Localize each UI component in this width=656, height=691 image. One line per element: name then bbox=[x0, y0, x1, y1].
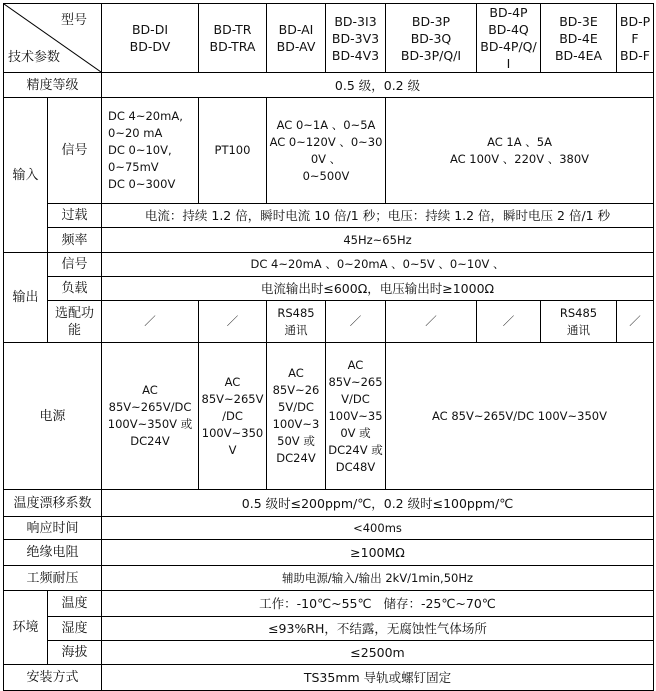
sub-label: 过载 bbox=[48, 204, 102, 228]
row-value: ≤2500m bbox=[102, 641, 654, 665]
row-label: 安装方式 bbox=[4, 665, 102, 691]
model-name: BD-3P/Q/I bbox=[400, 47, 462, 63]
row-value: ≤93%RH，不结露，无腐蚀性气体场所 bbox=[102, 617, 654, 641]
sub-label: 信号 bbox=[48, 253, 102, 277]
row-value: 工作：-10℃~55℃ 储存：-25℃~70℃ bbox=[102, 591, 654, 617]
row-value: TS35mm 导轨或螺钉固定 bbox=[102, 665, 654, 691]
dc-signal-cell bbox=[102, 98, 199, 204]
group-label: 环境 bbox=[4, 591, 48, 665]
pt-signal-cell: PT100 bbox=[199, 98, 267, 204]
model-name: BD-TR bbox=[213, 22, 252, 37]
option-cell: ／ bbox=[102, 301, 199, 343]
model-header bbox=[267, 4, 326, 73]
model-name: BD-AI bbox=[278, 22, 314, 37]
power-line: DC24V bbox=[276, 451, 316, 465]
row-label: 精度等级 bbox=[4, 73, 102, 98]
power-line: DC48V bbox=[335, 459, 376, 474]
model-name: BD-TRA bbox=[209, 39, 256, 54]
model-name: BD-PF bbox=[619, 13, 651, 46]
row-value: 辅助电源/输入/输出 2kV/1min,50Hz bbox=[102, 566, 654, 591]
option-cell: ／ bbox=[386, 301, 477, 343]
response-row bbox=[4, 517, 654, 540]
model-name: BD-F bbox=[620, 47, 650, 63]
spec-table bbox=[3, 3, 654, 691]
model-name: BD-3Q bbox=[410, 30, 452, 46]
row-label: 电源 bbox=[4, 343, 102, 490]
option-cell: RS485 通讯 bbox=[541, 301, 617, 343]
mounting-row bbox=[4, 665, 654, 691]
row-value: 0.5 级时≤200ppm/℃，0.2 级时≤100ppm/℃ bbox=[102, 490, 654, 517]
row-value: 0.5 级，0.2 级 bbox=[102, 73, 654, 98]
signal-line: DC 4~20mA, bbox=[108, 109, 183, 123]
model-header bbox=[617, 4, 654, 73]
row-label: 工频耐压 bbox=[4, 566, 102, 591]
model-name: BD-AV bbox=[276, 39, 316, 54]
power-cell bbox=[326, 343, 386, 490]
output-options-row bbox=[4, 301, 654, 343]
row-value: DC 4~20mA 、0~20mA 、0~5V 、0~10V 、 bbox=[102, 253, 654, 277]
model-name: BD-4EA bbox=[554, 47, 603, 63]
row-value: <400ms bbox=[102, 517, 654, 540]
model-name: BD-DV bbox=[129, 39, 171, 54]
row-label: 温度漂移系数 bbox=[4, 490, 102, 517]
power-row bbox=[4, 343, 654, 490]
signal-line: 0~20 mA bbox=[108, 126, 163, 140]
power-line: V/DC bbox=[341, 391, 370, 406]
sub-label: 湿度 bbox=[48, 617, 102, 641]
power-line: 100V~3 bbox=[272, 417, 320, 431]
env-altitude-row bbox=[4, 641, 654, 665]
ac-power-cell bbox=[386, 98, 654, 204]
power-line: 100V~350 bbox=[201, 425, 264, 440]
row-value: 电流输出时≤600Ω，电压输出时≥1000Ω bbox=[102, 277, 654, 301]
model-header bbox=[477, 4, 541, 73]
power-cell bbox=[267, 343, 326, 490]
model-header bbox=[102, 4, 199, 73]
input-frequency-row bbox=[4, 228, 654, 253]
param-label: 技术参数 bbox=[8, 50, 61, 65]
model-name: BD-3E bbox=[559, 13, 598, 29]
power-line: DC24V bbox=[130, 434, 170, 448]
signal-line: 0~500V bbox=[302, 168, 350, 183]
sub-label: 频率 bbox=[48, 228, 102, 253]
signal-line: AC 0~1A 、0~5A bbox=[276, 117, 376, 132]
signal-line: DC 0~300V bbox=[108, 177, 176, 191]
row-label: 绝缘电阻 bbox=[4, 540, 102, 566]
option-cell: ／ bbox=[477, 301, 541, 343]
signal-line: AC 1A 、5A bbox=[487, 134, 552, 149]
output-load-row bbox=[4, 277, 654, 301]
row-label: 响应时间 bbox=[4, 517, 102, 540]
model-name: BD-4E bbox=[559, 30, 598, 46]
power-line: 85V~26 bbox=[272, 383, 320, 397]
option-cell: RS485 通讯 bbox=[267, 301, 326, 343]
withstand-row bbox=[4, 566, 654, 591]
accuracy-row bbox=[4, 73, 654, 98]
group-label: 输入 bbox=[4, 98, 48, 253]
model-name: BD-4V3 bbox=[331, 47, 380, 63]
model-name: BD-3P bbox=[411, 13, 451, 29]
sub-label: 温度 bbox=[48, 591, 102, 617]
option-cell: ／ bbox=[326, 301, 386, 343]
power-line: 100V~35 bbox=[328, 408, 383, 423]
env-temperature-row bbox=[4, 591, 654, 617]
power-line: /DC bbox=[222, 408, 243, 423]
model-label: 型号 bbox=[60, 13, 87, 28]
option-cell: ／ bbox=[617, 301, 654, 343]
env-humidity-row bbox=[4, 617, 654, 641]
signal-line: AC 0~120V 、0~300V 、 bbox=[269, 134, 383, 166]
row-value: 45Hz~65Hz bbox=[102, 228, 654, 253]
output-signal-row bbox=[4, 253, 654, 277]
signal-line: DC 0~10V, bbox=[108, 143, 172, 157]
power-line: V bbox=[228, 442, 237, 457]
header-row bbox=[4, 4, 654, 73]
input-overload-row bbox=[4, 204, 654, 228]
power-cell-rest: AC 85V~265V/DC 100V~350V bbox=[386, 343, 654, 490]
signal-line: 0~75mV bbox=[108, 160, 159, 174]
power-line: 85V~265 bbox=[328, 374, 383, 389]
power-line: AC bbox=[142, 383, 158, 397]
row-value: ≥100MΩ bbox=[102, 540, 654, 566]
sub-label: 负载 bbox=[48, 277, 102, 301]
power-line: 85V~265V bbox=[201, 391, 264, 406]
insulation-row bbox=[4, 540, 654, 566]
model-name: BD-4P bbox=[489, 5, 528, 20]
model-header bbox=[199, 4, 267, 73]
ac-range-cell bbox=[267, 98, 386, 204]
row-value: 电流：持续 1.2 倍，瞬时电流 10 倍/1 秒；电压：持续 1.2 倍，瞬时电压 2 倍/1 秒 bbox=[102, 204, 654, 228]
temp-drift-row bbox=[4, 490, 654, 517]
power-line: AC bbox=[224, 374, 241, 389]
power-line: 50V 或 bbox=[277, 434, 315, 448]
power-line: DC24V 或 bbox=[328, 442, 383, 457]
model-header bbox=[326, 4, 386, 73]
model-header bbox=[386, 4, 477, 73]
signal-line: AC 100V 、220V 、380V bbox=[449, 151, 590, 166]
power-line: 100V~350V 或 bbox=[107, 417, 193, 431]
model-name: BD-3V3 bbox=[331, 30, 380, 46]
model-header bbox=[541, 4, 617, 73]
sub-label: 选配功能 bbox=[48, 301, 102, 343]
sub-label: 海拔 bbox=[48, 641, 102, 665]
input-signal-row bbox=[4, 98, 654, 204]
power-line: AC bbox=[347, 357, 364, 372]
model-name: BD-3I3 bbox=[334, 13, 377, 29]
group-label: 输出 bbox=[4, 253, 48, 343]
power-cell bbox=[199, 343, 267, 490]
model-name: BD-DI bbox=[131, 22, 169, 37]
model-name: BD-4Q bbox=[488, 22, 529, 37]
power-line: AC bbox=[288, 366, 304, 380]
option-cell: ／ bbox=[199, 301, 267, 343]
model-name: BD-4P/Q/I bbox=[480, 39, 537, 71]
power-line: 0V 或 bbox=[340, 425, 371, 440]
sub-label: 信号 bbox=[48, 98, 102, 204]
power-line: 85V~265V/DC bbox=[108, 400, 192, 414]
power-line: 5V/DC bbox=[278, 400, 314, 414]
power-cell bbox=[102, 343, 199, 490]
header-corner-cell bbox=[4, 4, 102, 73]
